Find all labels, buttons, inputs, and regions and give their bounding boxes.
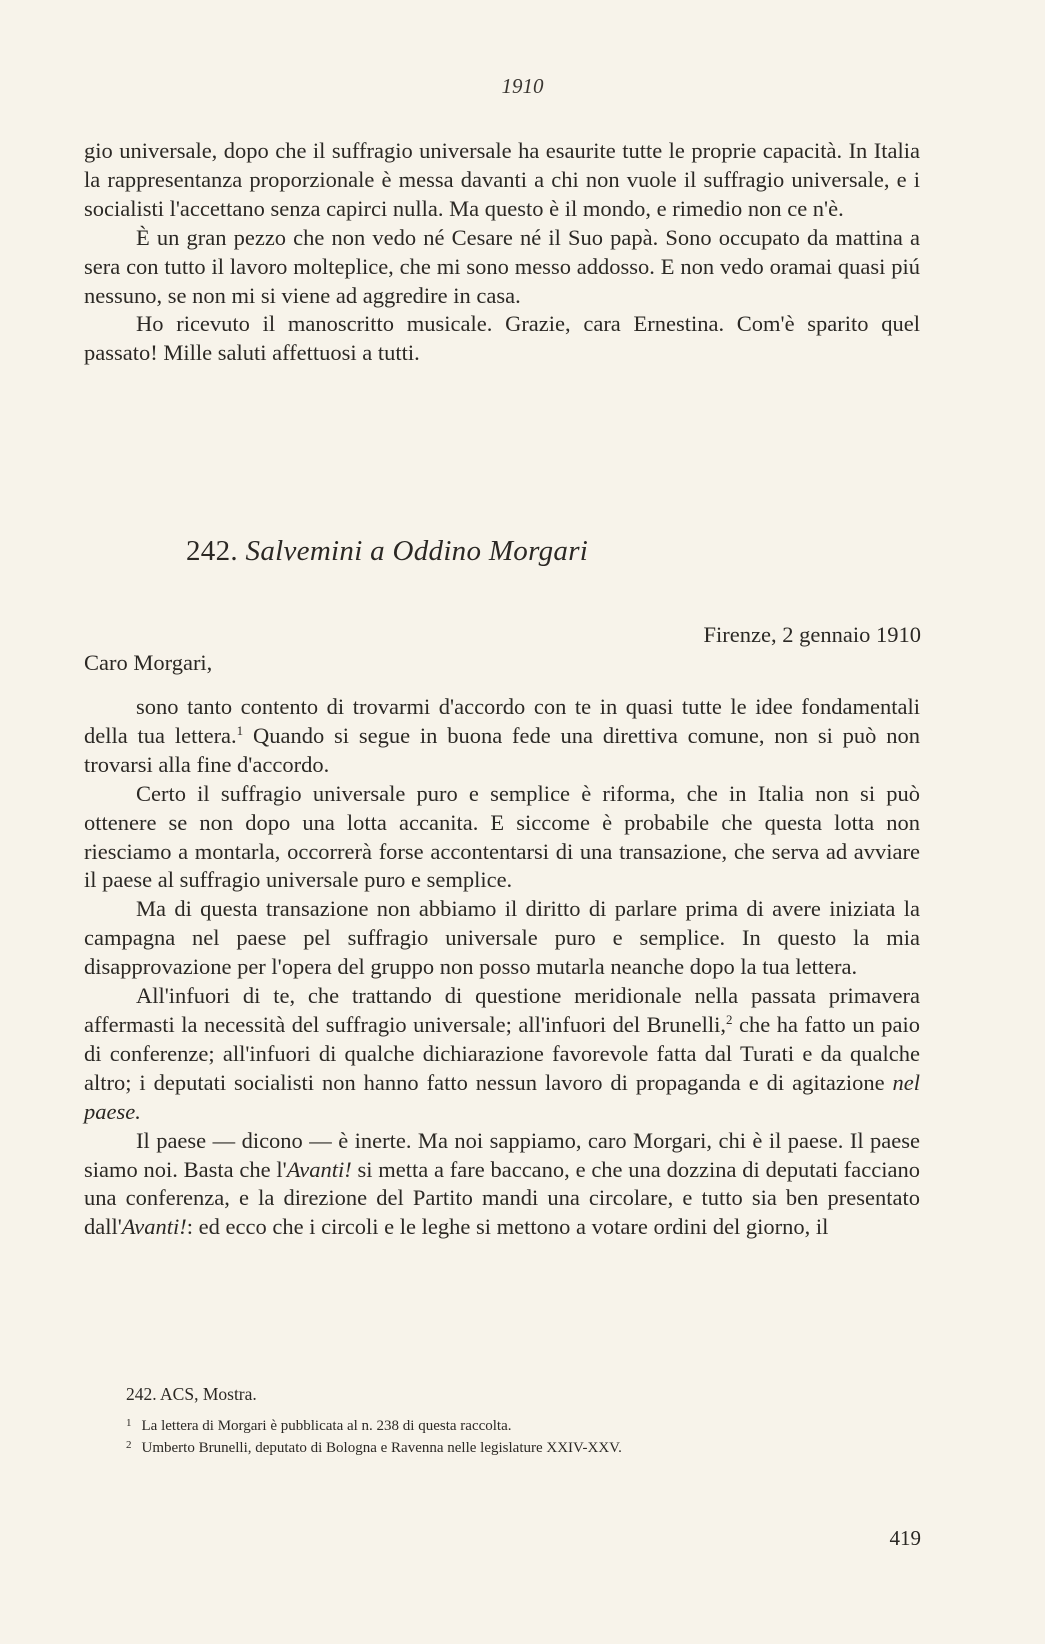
footnote-2 <box>126 1436 920 1458</box>
paragraph-continued: gio universale, dopo che il suffragio universale ha esaurite tutte le proprie capacità. In Italia la rappresentanza proporzionale è messa davanti a chi non vuole il suffragio universale, e i socialisti l'accettano senza capirci nulla. Ma questo è il mondo, e rimedio non ce n'è. <box>84 138 920 221</box>
footnotes <box>126 1384 920 1458</box>
letter-paragraph-1-text: sono tanto contento di trovarmi d'accordo con te in quasi tutte le idee fondamentali della tua lettera. <box>84 694 920 748</box>
letter-paragraph-3: Ma di questa transazione non abbiamo il diritto di parlare prima di avere iniziata la campagna nel paese pel suffragio universale puro e semplice. In questo la mia disapprovazione per l'opera del gruppo non posso mutarla neanche dopo la tua lettera. <box>84 896 920 980</box>
letter-paragraph-4-text-cont: che ha fatto un paio di conferenze; all'infuori di qualche dichiarazione favorevole fatta dal Turati e da qualche altro; i deputati socialisti non hanno fatto nessun lavoro di propaganda e di agitazione <box>84 1011 920 1095</box>
page-number: 419 <box>889 1526 921 1550</box>
footnote-mark-2: 2 <box>126 1439 132 1451</box>
paragraph-cesare: È un gran pezzo che non vedo né Cesare né il Suo papà. Sono occupato da mattina a sera con tutto il lavoro molteplice, che mi sono messo addosso. E non vedo oramai quasi piú nessuno, se non mi si viene ad aggredire in casa. <box>84 224 920 308</box>
letter-body <box>84 693 920 1242</box>
footnote-reference-1: 1 <box>236 722 244 738</box>
previous-letter-ending <box>84 137 920 368</box>
emphasis-nel-paese: nel paese. <box>84 1069 920 1124</box>
letter-paragraph-4 <box>84 982 920 1127</box>
newspaper-title-avanti-2: Avanti! <box>121 1214 187 1240</box>
footnote-source: 242. ACS, Mostra. <box>126 1384 257 1404</box>
letter-paragraph-5-text-end: : ed ecco che i circoli e le leghe si mettono a votare ordini del giorno, il <box>186 1214 829 1240</box>
letter-paragraph-2: Certo il suffragio universale puro e semplice è riforma, che in Italia non si può ottenere se non dopo una lotta accanita. E siccome è probabile che questa lotta non riesciamo a montarla, occorrerà forse accontentarsi di una transazione, che serva ad avviare il paese al suffragio universale puro e semplice. <box>84 780 920 893</box>
footnote-1 <box>126 1414 920 1436</box>
letter-number: 242. <box>186 535 238 567</box>
letter-paragraph-1 <box>84 693 920 780</box>
letter-heading <box>186 535 588 568</box>
newspaper-title-avanti: Avanti! <box>286 1156 352 1182</box>
footnote-text-2: Umberto Brunelli, deputato di Bologna e Ravenna nelle legislature XXIV-XXV. <box>141 1440 622 1456</box>
paragraph-manoscritto: Ho ricevuto il manoscritto musicale. Grazie, cara Ernestina. Com'è sparito quel passato! Mille saluti affettuosi a tutti. <box>84 311 920 366</box>
letter-paragraph-5-text: Il paese — dicono — è inerte. Ma noi sappiamo, caro Morgari, chi è il paese. Il paese siamo noi. Basta che l' <box>84 1127 920 1182</box>
footnote-reference-2: 2 <box>726 1011 733 1027</box>
letter-paragraph-1-text-cont: Quando si segue in buona fede una direttiva comune, non si può non trovarsi alla fine d'accordo. <box>84 722 920 777</box>
letter-salutation: Caro Morgari, <box>84 650 213 675</box>
footnote-text-1: La lettera di Morgari è pubblicata al n. 238 di questa raccolta. <box>141 1418 512 1434</box>
letter-paragraph-5-text-cont: si metta a fare baccano, e che una dozzina di deputati facciano una conferenza, e la direzione del Partito mandi una circolare, e tutto sia ben presentato dall' <box>84 1156 921 1240</box>
letter-paragraph-5 <box>84 1127 920 1243</box>
running-head: 1910 <box>501 74 544 98</box>
letter-title: Salvemini a Oddino Morgari <box>245 535 589 567</box>
letter-place-date: Firenze, 2 gennaio 1910 <box>703 622 921 647</box>
letter-paragraph-4-text: All'infuori di te, che trattando di questione meridionale nella passata primavera affermasti la necessità del suffragio universale; all'infuori del Brunelli, <box>84 983 920 1037</box>
footnote-mark-1: 1 <box>126 1417 132 1429</box>
